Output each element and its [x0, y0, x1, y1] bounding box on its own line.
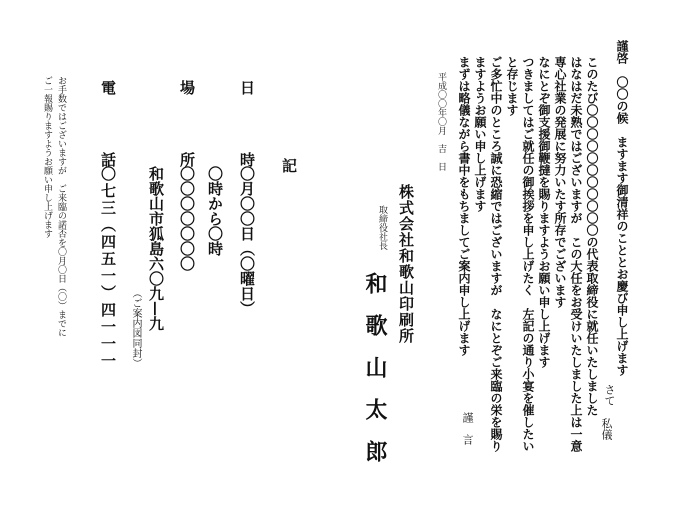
sender-name: 和歌山太郎 — [362, 272, 388, 482]
letter-watakushi: 私儀 — [600, 418, 613, 440]
letter-closing: 謹 言 — [461, 412, 474, 445]
body-line-9: まずは略儀ながら書中をもちましてご案内申し上げます — [457, 56, 471, 356]
place-label: 場 所 — [178, 80, 196, 170]
time-value: 〇時から〇時 — [206, 166, 224, 256]
map-note: （ご案内図同封） — [130, 288, 141, 368]
letter-date: 平成〇〇年〇月 吉 日 — [436, 72, 446, 171]
phone-value: 〇七三（四五一）四一一一 — [99, 166, 117, 370]
body-line-8: ますようお願い申し上げます — [473, 56, 487, 212]
note-line-2: ご一報賜りますようお願い申し上げます — [42, 76, 52, 238]
body-line-4: なにとぞ御支援御鞭撻を賜りますようお願い申し上げます — [537, 56, 551, 368]
sender-company: 株式会社和歌山印刷所 — [397, 184, 415, 344]
date-label: 日 時 — [238, 80, 256, 170]
sender-title: 取締役社長 — [377, 205, 387, 250]
body-line-5: つきましてはご就任の御挨拶を申し上げたく 左記の通り小宴を催したい — [521, 56, 535, 452]
note-line-1: お手数ではございますが ご来臨の諾否を〇月〇日（〇）までに — [56, 76, 66, 337]
ki-heading: 記 — [280, 158, 298, 173]
body-line-3: 専心社業の発展に努力いたす所存でございます — [553, 56, 567, 308]
phone-label: 電 話 — [99, 80, 117, 170]
date-value: 〇月〇〇日（〇曜日） — [238, 166, 256, 316]
body-line-6: と存じます — [505, 56, 519, 116]
body-line-2: はなはだ未熟ではございますが この大任をお受けいたしました上は一意 — [569, 56, 583, 452]
letter-sate: さて — [603, 384, 616, 406]
body-line-1: このたび〇〇〇〇〇〇〇〇〇〇〇の代表取締役に就任いたしました — [585, 56, 599, 416]
letter-opening: 謹啓 〇〇の候 ますます御清祥のこととお慶び申し上げます — [615, 40, 629, 376]
body-line-7: ご多忙中のところ誠に恐縮ではございますが なにとぞご来臨の栄を賜り — [489, 56, 503, 452]
address-value: 和歌山市狐島六〇九—九 — [147, 166, 165, 331]
place-value: 〇〇〇〇〇〇〇 — [178, 166, 196, 271]
